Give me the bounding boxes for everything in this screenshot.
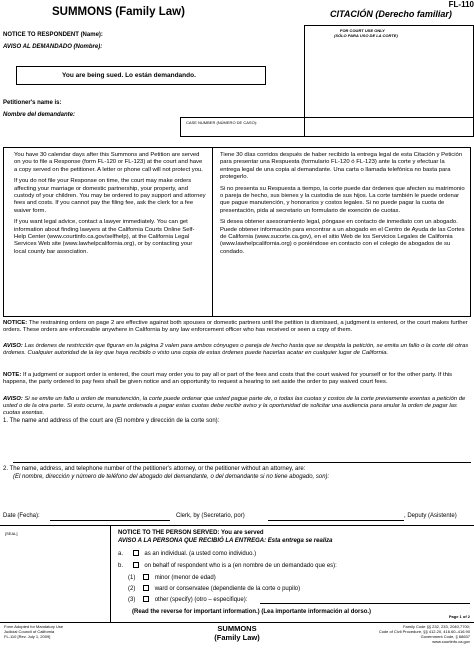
serve-sub-2-text: ward or conservatee (dependiente de la corte o pupilo) xyxy=(154,586,301,592)
seal-divider xyxy=(110,525,111,623)
footer-right-2: Code of Civil Procedure, §§ 412.20, 416.60–416.90 xyxy=(378,629,470,634)
serve-sub-3-checkbox[interactable] xyxy=(143,596,149,602)
court-use-label-spanish: (SÓLO PARA USO DE LA CORTE) xyxy=(334,33,398,38)
serve-sub-1-text: minor (menor de edad) xyxy=(154,575,216,581)
spanish-para-2: Si no presenta su Respuesta a tiempo, la corte puede dar órdenes que afecten su matrimonio o pareja de hecho, sus bienes y la custodia de sus hijos. La corte también le puede ordenar que pague manutención, y honorarios y costos legales. Si no puede pagar la cuota de presentación, pida al secretario un formulario de exención de cuotas. xyxy=(220,185,465,214)
english-para-3: If you want legal advice, contact a lawyer immediately. You can get information about finding lawyers at the California Courts Online Self-Help Center (www.courtinfo.ca.gov/selfhelp), at the California Legal Services Web site (www.lawhelpcalifornia.org), or by contacting your local county bar association. xyxy=(14,219,195,255)
item-2-attorney-spanish: (El nombre, dirección y número de teléfono del abogado del demandante, o del demandante si no tiene abogado, son): xyxy=(13,474,330,480)
petitioner-name-label: Petitioner's name is: xyxy=(3,100,62,106)
case-number-label: CASE NUMBER (NÚMERO DE CASO): xyxy=(186,120,258,125)
reverse-note: (Read the reverse for important information.) (Lea importante información al dorso.) xyxy=(132,609,372,615)
serve-sub-3-num: (3) xyxy=(128,597,136,603)
footer-rule xyxy=(0,622,474,623)
notice-text: The restraining orders on page 2 are effective against both spouses or domestic partners until the petition is dismissed, a judgment is entered, or the court makes further orders. These orders are enforceable anywhere in California by any law enforcement officer who has received or seen a copy of them. xyxy=(3,320,468,334)
served-title: NOTICE TO THE PERSON SERVED: You are served xyxy=(118,530,264,536)
note-text: If a judgment or support order is entered, the court may order you to pay all or part of the fees and costs that the court waived for yourself or for the other party. If this happens, the party ordered to pay fees shall be given notice and an opportunity to request a hearing to set aside the order to pay waived court fees. xyxy=(3,372,453,386)
instructions-spanish xyxy=(220,152,466,260)
serve-sub-3-text: other (specify) (otro – especifique): xyxy=(154,597,248,603)
footer-left-3: FL-110 [Rev. July 1, 2009] xyxy=(4,634,51,639)
seal-label: [SEAL] xyxy=(5,531,18,536)
serve-sub-1-num: (1) xyxy=(128,575,136,581)
page-number: Page 1 of 2 xyxy=(448,614,470,619)
footer-right-1: Family Code §§ 232, 233, 2040,7700; xyxy=(403,624,470,629)
notice-label: NOTICE: xyxy=(3,320,28,326)
footer-right-3: Government Code, § 68637 xyxy=(420,634,470,639)
footer-subtitle: (Family Law) xyxy=(214,632,260,642)
form-title-spanish: CITACIÓN (Derecho familiar) xyxy=(330,9,452,19)
item-1-court: 1. The name and address of the court are (El nombre y dirección de la corte son): xyxy=(3,418,220,424)
clerk-label: Clerk, by (Secretario, por) xyxy=(176,513,245,519)
serve-option-a xyxy=(118,550,256,559)
serve-option-b xyxy=(118,562,337,571)
notice-restraining xyxy=(3,320,471,334)
form-id: FL-110 xyxy=(448,0,474,9)
serve-other-line[interactable] xyxy=(260,603,470,604)
serve-sub-3 xyxy=(128,596,247,605)
note-label: NOTE: xyxy=(3,372,22,378)
note-fees xyxy=(3,372,471,386)
english-para-2: If you do not file your Response on time, the court may make orders affecting your marriage or domestic partnership, your property, and custody of your children. You may be ordered to pay support and attorney fees and costs. If you cannot pay the filing fee, ask the clerk for a fee waiver form. xyxy=(14,178,206,214)
footer-left-2: Judicial Council of California xyxy=(4,629,55,634)
footer-right-4: www.courtinfo.ca.gov xyxy=(432,639,470,644)
instructions-divider xyxy=(212,147,213,317)
being-sued-text: You are being sued. Lo están demandando. xyxy=(62,72,196,79)
clerk-line[interactable] xyxy=(268,520,404,521)
instructions-english xyxy=(14,152,206,260)
serve-sub-2-num: (2) xyxy=(128,586,136,592)
date-label: Date (Fecha): xyxy=(3,513,40,519)
spanish-para-3: Si desea obtener asesoramiento legal, póngase en contacto de inmediato con un abogado. Puede obtener información para encontrar a un abogado en el Centro de Ayuda de las Cortes de California (www.sucorte.ca.gov), en el sitio Web de los Servicios Legales de California (www.lawhelpcalifornia.org) o poniéndose en contacto con el colegio de abogados de su condado. xyxy=(220,219,465,255)
deputy-label: , Deputy (Asistente) xyxy=(404,513,457,519)
notice-respondent-label: NOTICE TO RESPONDENT (Name): xyxy=(3,32,103,38)
aviso-text: Las órdenes de restricción que figuran en la página 2 valen para ambos cónyuges o pareja de hecho hasta que se despida la petición, se emita un fallo o la corte dé otras órdenes. Cualquier autoridad de la ley que haya recibido o visto una copia de estas órdenes puede hacerlas acatar en cualquier lugar de California. xyxy=(3,343,469,357)
court-use-label: FOR COURT USE ONLY xyxy=(340,28,385,33)
item-1-line xyxy=(13,462,471,463)
serve-sub-1-checkbox[interactable] xyxy=(143,574,149,580)
footer-left-1: Form Adopted for Mandatory Use xyxy=(4,624,64,629)
form-title: SUMMONS (Family Law) xyxy=(52,6,185,18)
aviso-fees xyxy=(3,396,471,418)
nombre-demandante-label: Nombre del demandante: xyxy=(3,112,76,118)
date-line[interactable] xyxy=(50,520,170,521)
served-top-rule xyxy=(0,525,474,526)
serve-b-checkbox[interactable] xyxy=(133,562,139,568)
serve-sub-1 xyxy=(128,574,216,583)
serve-a-checkbox[interactable] xyxy=(133,550,139,556)
aviso-fees-text: Si se emite un fallo u orden de manutención, la corte puede ordenar que usted pague parte de, o todas las cuotas y costos de la corte previamente exentas a petición de usted o de la otra parte. Si esto ocurre, la parte ordenada a pagar estas cuotas debe recibir aviso y la oportunidad de solicitar una audiencia para anular la orden de pagar las cuotas exentas. xyxy=(3,396,466,417)
aviso-demandado-label: AVISO AL DEMANDADO (Nombre): xyxy=(3,44,103,50)
serve-b-text: on behalf of respondent who is a (en nombre de un demandado que es): xyxy=(144,563,337,569)
footer-title: SUMMONS xyxy=(217,624,257,633)
serve-a-text: as an individual. (a usted como individuo.) xyxy=(144,551,257,557)
serve-sub-2-checkbox[interactable] xyxy=(143,585,149,591)
aviso-label: AVISO: xyxy=(3,343,23,349)
aviso-restraining xyxy=(3,343,471,357)
english-para-1: You have 30 calendar days after this Summons and Petition are served on you to file a Response (form FL-120 or FL-123) at the court and have a copy served on the petitioner. A letter or phone call will not protect you. xyxy=(14,152,203,173)
serve-b-letter: b. xyxy=(118,563,124,569)
aviso-fees-label: AVISO: xyxy=(3,396,23,402)
serve-sub-2 xyxy=(128,585,300,594)
served-title-spanish: AVISO A LA PERSONA QUE RECIBIÓ LA ENTREGA: Esta entrega se realiza xyxy=(118,538,333,544)
footer-right xyxy=(379,624,470,644)
item-2-attorney: 2. The name, address, and telephone number of the petitioner's attorney, or the petitioner without an attorney, are: xyxy=(3,466,306,472)
serve-a-letter: a. xyxy=(118,551,124,557)
spanish-para-1: Tiene 30 días corridos después de haber recibido la entrega legal de esta Citación y Petición para presentar una Respuesta (formulario FL-120 ó FL-123) ante la corte y efectuar la entrega legal de una copia al demandante. Una carta o llamada telefónica no basta para protegerlo. xyxy=(220,152,463,181)
